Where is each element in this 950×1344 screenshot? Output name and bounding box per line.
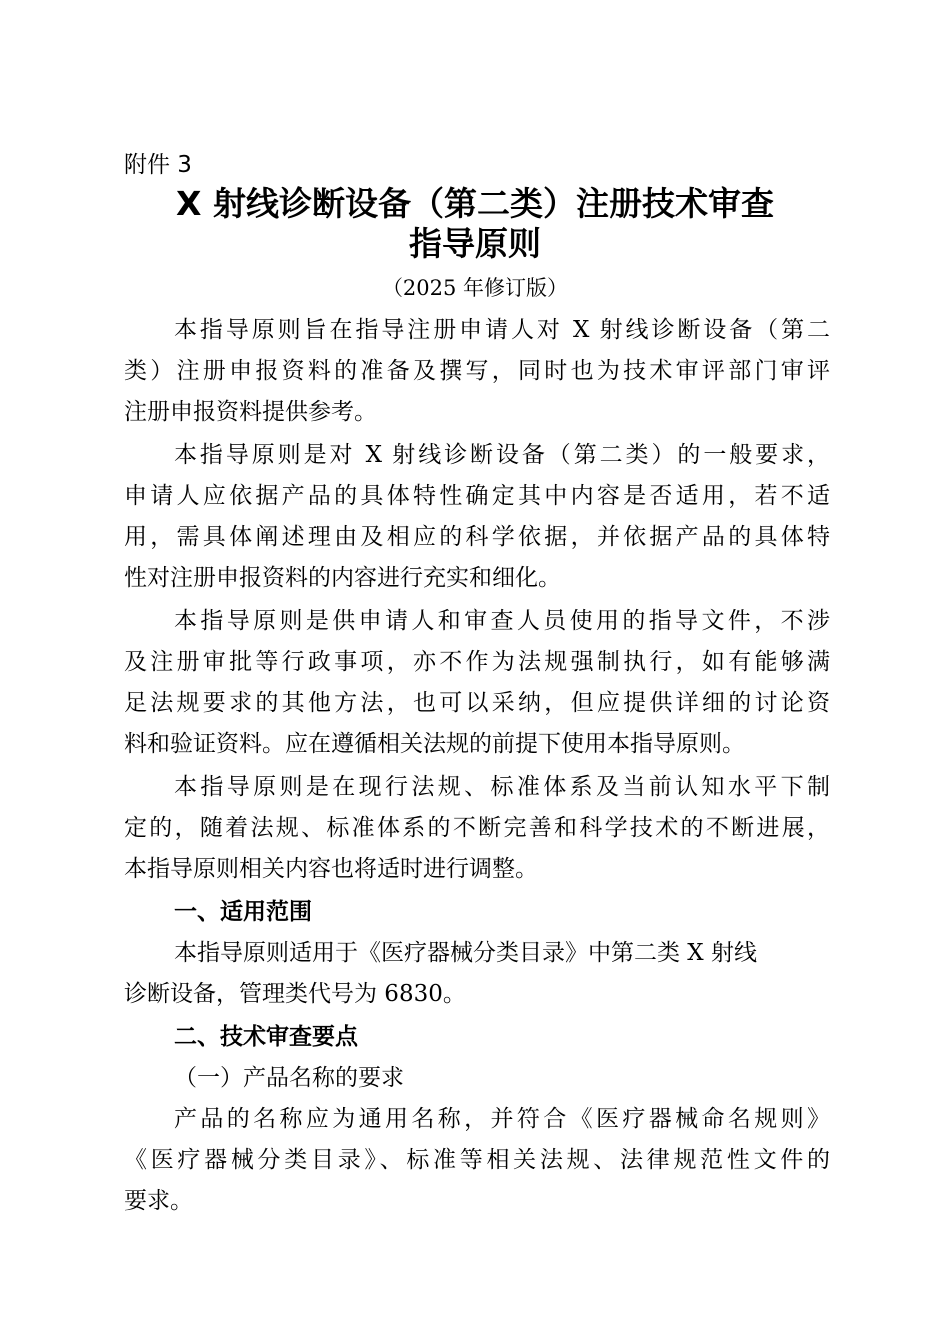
- paragraph-line: 诊断设备，管理类代号为 6830。: [124, 981, 466, 1007]
- section-heading-scope: 一、适用范围: [174, 899, 312, 925]
- paragraph-line: 性对注册申报资料的内容进行充实和细化。: [124, 565, 561, 591]
- attachment-label: 附件 3: [124, 152, 192, 178]
- paragraph-line: 类）注册申报资料的准备及撰写，同时也为技术审评部门审评: [124, 358, 830, 384]
- paragraph-line: 足法规要求的其他方法，也可以采纳，但应提供详细的讨论资: [124, 690, 830, 716]
- subsection-heading: （一）产品名称的要求: [174, 1065, 404, 1091]
- paragraph-line: 料和验证资料。应在遵循相关法规的前提下使用本指导原则。: [124, 731, 745, 757]
- paragraph-line: 本指导原则是在现行法规、标准体系及当前认知水平下制: [174, 774, 830, 800]
- paragraph-line: 申请人应依据产品的具体特性确定其中内容是否适用，若不适: [124, 483, 830, 509]
- subtitle: （2025 年修订版）: [381, 276, 569, 300]
- paragraph-line: 定的，随着法规、标准体系的不断完善和科学技术的不断进展，: [124, 815, 830, 841]
- title-line-2: 指导原则: [409, 224, 541, 263]
- paragraph-line: 产品的名称应为通用名称，并符合《医疗器械命名规则》: [174, 1106, 830, 1132]
- paragraph-line: 本指导原则相关内容也将适时进行调整。: [124, 856, 538, 882]
- title-line-1: X 射线诊断设备（第二类）注册技术审查: [176, 184, 774, 223]
- section-heading-review-points: 二、技术审查要点: [174, 1024, 358, 1050]
- paragraph-line: 本指导原则是供申请人和审查人员使用的指导文件，不涉: [174, 608, 830, 634]
- paragraph-line: 本指导原则旨在指导注册申请人对 X 射线诊断设备（第二: [174, 317, 830, 343]
- paragraph-line: 及注册审批等行政事项，亦不作为法规强制执行，如有能够满: [124, 649, 830, 675]
- paragraph-line: 要求。: [124, 1188, 193, 1214]
- paragraph-line: 本指导原则适用于《医疗器械分类目录》中第二类 X 射线: [174, 940, 757, 966]
- paragraph-line: 《医疗器械分类目录》、标准等相关法规、法律规范性文件的: [124, 1147, 830, 1173]
- paragraph-line: 本指导原则是对 X 射线诊断设备（第二类）的一般要求，: [174, 442, 830, 468]
- paragraph-line: 注册申报资料提供参考。: [124, 399, 377, 425]
- paragraph-line: 用，需具体阐述理由及相应的科学依据，并依据产品的具体特: [124, 524, 830, 550]
